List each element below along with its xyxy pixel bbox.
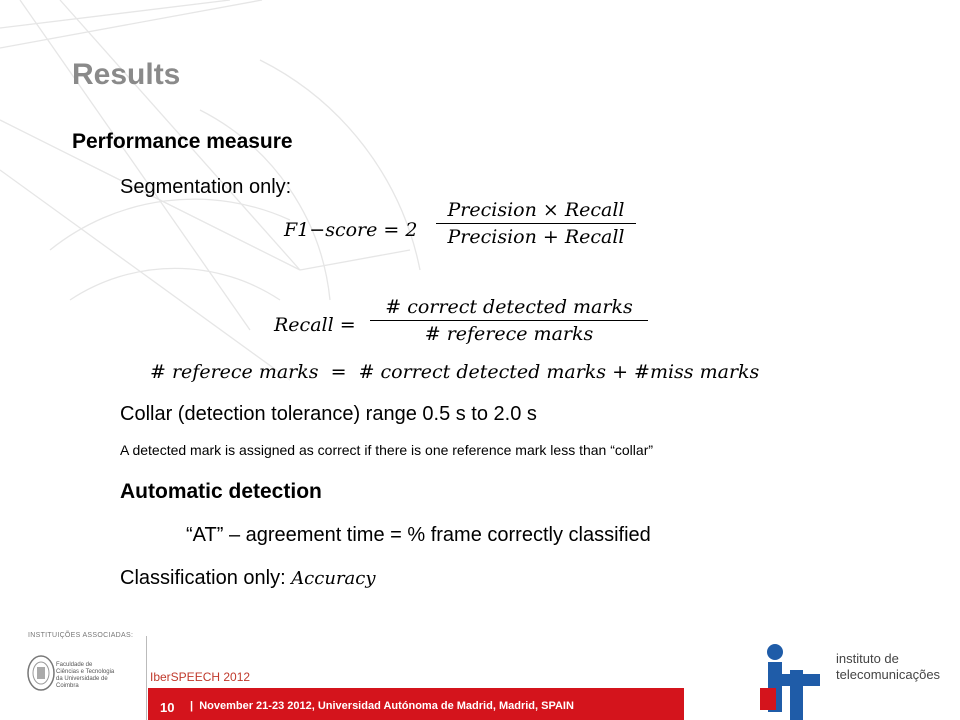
performance-measure-heading: Performance measure [72,130,293,153]
recall-lhs: Recall = [274,314,356,336]
uc-seal-logo [26,654,56,692]
slide-title: Results [72,58,181,91]
page-number: 10 [160,700,175,715]
classification-value: Accuracy [291,568,376,589]
it-logo-text [836,651,940,683]
it-logo-line1: instituto de [836,651,899,666]
footer-text [190,700,574,712]
collar-line: Collar (detection tolerance) range 0.5 s to 2.0 s [120,403,537,425]
agreement-time-line: “AT” – agreement time = % frame correctly classified [186,524,651,546]
reference-marks-equation: # referece marks = # correct detected marks + #miss marks [150,361,760,383]
f1-fraction [436,199,636,248]
recall-numerator: # correct detected marks [385,296,633,318]
classification-line [120,567,376,590]
uc-logo-text: Faculdade de Ciências e Tecnologia da Universidade de Coimbra [56,662,115,689]
f1-numerator: Precision × Recall [447,199,625,221]
f1-denominator: Precision + Recall [447,226,625,248]
footer-divider [146,636,147,720]
it-logo [760,640,830,720]
recall-fraction [370,296,648,345]
it-logo-line2: telecomunicações [836,667,941,682]
f1-fraction-bar [436,223,636,224]
footer-event-info: November 21-23 2012, Universidad Autónoma de Madrid, Madrid, SPAIN [199,700,574,712]
collar-note: A detected mark is assigned as correct if there is one reference mark less than “collar” [120,442,654,458]
recall-denominator: # referece marks [424,323,594,345]
recall-fraction-bar [370,320,648,321]
conference-name: IberSPEECH 2012 [150,670,251,684]
classification-label: Classification only: [120,567,286,589]
footer-separator: | [190,700,194,712]
associated-institutions-label: INSTITUIÇÕES ASSOCIADAS: [28,632,134,639]
f1-lhs: F1−score = 2 [284,219,418,241]
segmentation-label: Segmentation only: [120,176,292,198]
automatic-detection-heading: Automatic detection [120,480,322,503]
